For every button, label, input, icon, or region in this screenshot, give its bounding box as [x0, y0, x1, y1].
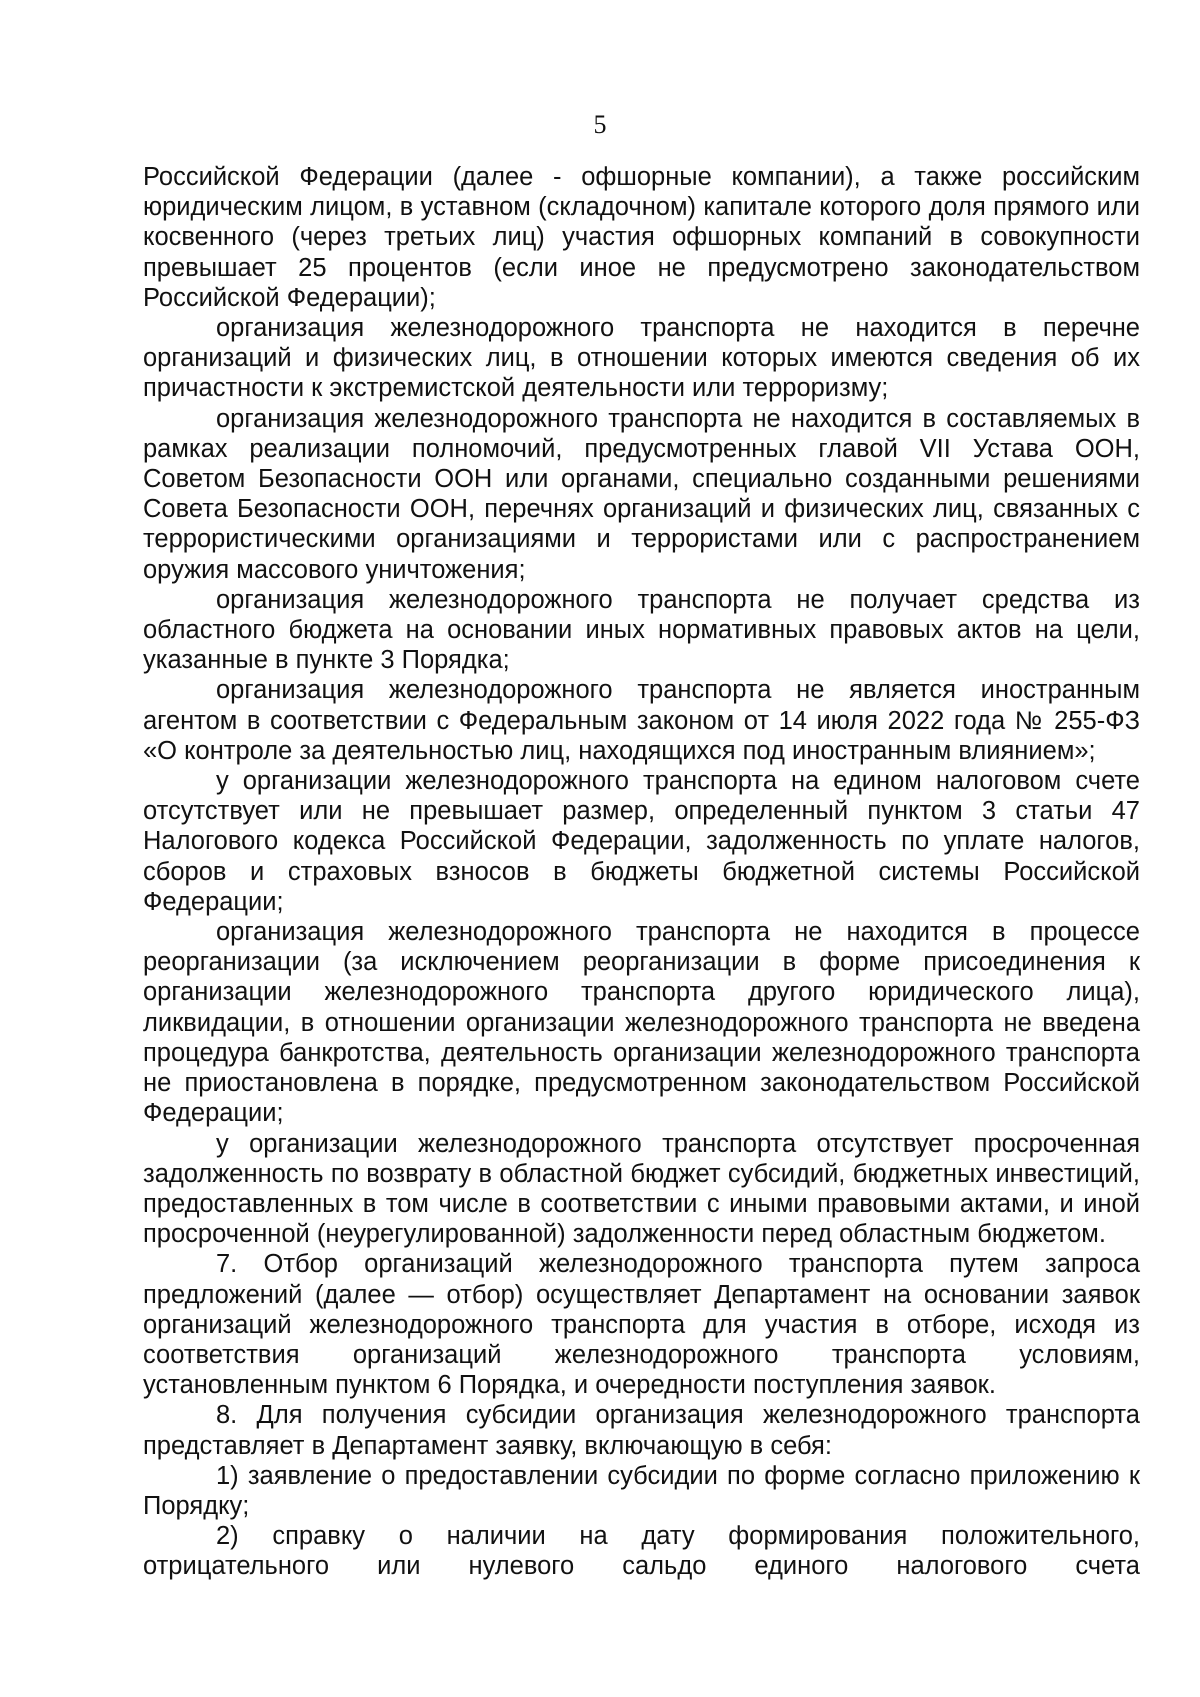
- paragraph-reorganization: организация железнодорожного транспорта не находится в процессе реорганизации (за исключением реорганизации в форме присоединения к организации железнодорожного транспорта другого юридического лица), ликвидации, в отношении организации железнодорожного транспорта не введена процедура банкротства, деятельность организации железнодорожного транспорта не приостановлена в порядке, предусмотренном законодательством Российской Федерации;: [143, 918, 1140, 1128]
- document-body: [143, 162, 1140, 1582]
- paragraph-subitem-2-certificate: 2) справку о наличии на дату формирования положительного, отрицательного или нулевого сальдо единого налогового счета: [143, 1522, 1140, 1581]
- paragraph-foreign-agent: организация железнодорожного транспорта не является иностранным агентом в соответствии с Федеральным законом от 14 июля 2022 года № 255-ФЗ «О контроле за деятельностью лиц, находящихся под иностранным влиянием»;: [143, 676, 1140, 765]
- paragraph-subitem-1-statement: 1) заявление о предоставлении субсидии по форме согласно приложению к Порядку;: [143, 1461, 1140, 1520]
- page-number: 5: [593, 110, 607, 139]
- paragraph-overdue-debt: у организации железнодорожного транспорта отсутствует просроченная задолженность по возврату в областной бюджет субсидий, бюджетных инвестиций, предоставленных в том числе в соответствии с иными правовыми актами, и иной просроченной (неурегулированной) задолженности перед областным бюджетом.: [143, 1129, 1140, 1249]
- paragraph-item-8-application: 8. Для получения субсидии организация железнодорожного транспорта представляет в Департамент заявку, включающую в себя:: [143, 1401, 1140, 1460]
- paragraph-item-7-selection: 7. Отбор организаций железнодорожного транспорта путем запроса предложений (далее — отбор) осуществляет Департамент на основании заявок организаций железнодорожного транспорта для участия в отборе, исходя из соответствия организаций железнодорожного транспорта условиям, установленным пунктом 6 Порядка, и очередности поступления заявок.: [143, 1250, 1140, 1400]
- paragraph-tax-debt: у организации железнодорожного транспорта на едином налоговом счете отсутствует или не превышает размер, определенный пунктом 3 статьи 47 Налогового кодекса Российской Федерации, задолженность по уплате налогов, сборов и страховых взносов в бюджеты бюджетной системы Российской Федерации;: [143, 767, 1140, 916]
- paragraph-extremism-list: организация железнодорожного транспорта не находится в перечне организаций и физических лиц, в отношении которых имеются сведения об их причастности к экстремистской деятельности или терроризму;: [143, 314, 1140, 403]
- paragraph-no-other-budget-funds: организация железнодорожного транспорта не получает средства из областного бюджета на основании иных нормативных правовых актов на цели, указанные в пункте 3 Порядка;: [143, 585, 1140, 675]
- paragraph-offshore-continuation: Российской Федерации (далее - офшорные компании), а также российским юридическим лицом, в уставном (складочном) капитале которого доля прямого или косвенного (через третьих лиц) участия офшорных компаний в совокупности превышает 25 процентов (если иное не предусмотрено законодательством Российской Федерации);: [143, 163, 1140, 312]
- paragraph-un-sanctions-list: организация железнодорожного транспорта не находится в составляемых в рамках реализации полномочий, предусмотренных главой VII Устава ООН, Советом Безопасности ООН или органами, специально созданными решениями Совета Безопасности ООН, перечнях организаций и физических лиц, связанных с террористическими организациями и террористами или с распространением оружия массового уничтожения;: [143, 404, 1140, 584]
